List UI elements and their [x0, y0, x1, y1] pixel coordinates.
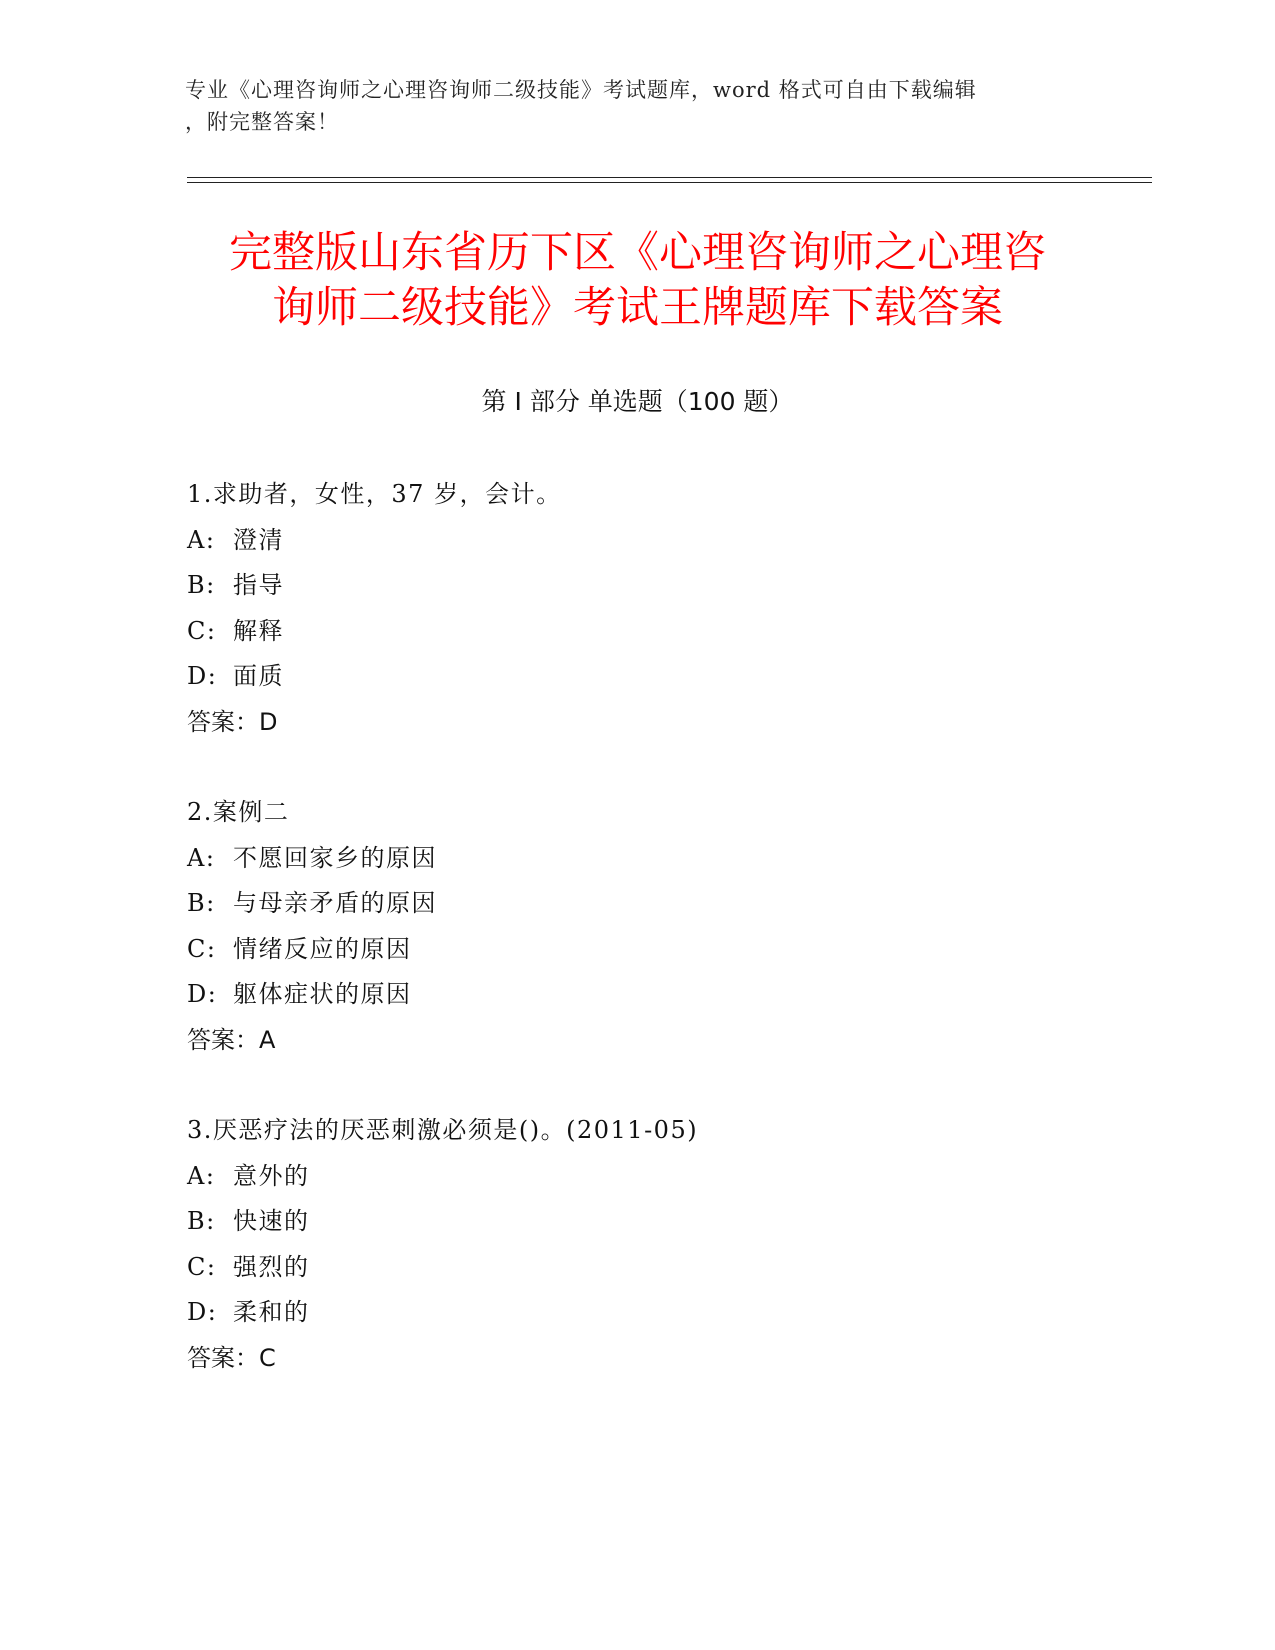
question-stem: 2.案例二	[187, 798, 290, 826]
header-divider-bottom	[187, 182, 1152, 183]
option-b	[187, 563, 1087, 609]
option-key: D:	[187, 662, 218, 690]
option-d	[187, 654, 1087, 700]
question-stem: 3.厌恶疗法的厌恶刺激必须是()。(2011-05)	[187, 1116, 699, 1144]
question-2	[187, 790, 1087, 1063]
answer-line: 答案：D	[187, 707, 278, 736]
option-key: A:	[187, 1161, 216, 1190]
option-key: C:	[187, 616, 217, 645]
header-note-line-1: 专业《心理咨询师之心理咨询师二级技能》考试题库，word 格式可自由下载编辑	[185, 78, 977, 102]
document-title-line-1: 完整版山东省历下区《心理咨询师之心理咨	[229, 228, 1046, 278]
option-key: D:	[187, 980, 218, 1008]
option-text: 柔和的	[233, 1298, 310, 1326]
option-text: 澄清	[233, 525, 284, 554]
document-title	[170, 226, 1105, 336]
header-divider-top	[187, 177, 1152, 178]
section-heading: 第 I 部分 单选题（100 题）	[481, 387, 794, 416]
option-text: 解释	[233, 616, 284, 645]
option-b	[187, 881, 1087, 927]
option-key: B:	[187, 889, 216, 917]
option-a	[187, 518, 1087, 564]
option-key: C:	[187, 934, 217, 963]
option-a	[187, 1154, 1087, 1200]
option-b	[187, 1199, 1087, 1245]
question-stem: 1.求助者，女性，37 岁，会计。	[187, 480, 562, 508]
option-key: B:	[187, 1207, 216, 1235]
option-text: 与母亲矛盾的原因	[233, 889, 437, 917]
option-c	[187, 1245, 1087, 1291]
document-title-line-2: 询师二级技能》考试王牌题库下载答案	[272, 283, 1003, 333]
option-text: 面质	[233, 662, 284, 690]
option-text: 情绪反应的原因	[233, 934, 412, 963]
option-key: A:	[187, 843, 216, 872]
option-text: 强烈的	[233, 1252, 310, 1281]
option-d	[187, 1290, 1087, 1336]
option-text: 不愿回家乡的原因	[233, 843, 437, 872]
option-c	[187, 609, 1087, 655]
answer-line: 答案：C	[187, 1343, 276, 1372]
question-1	[187, 472, 1087, 745]
option-d	[187, 972, 1087, 1018]
option-a	[187, 836, 1087, 882]
option-text: 意外的	[233, 1161, 310, 1190]
header-note-line-2: ，附完整答案！	[185, 110, 339, 134]
option-key: C:	[187, 1252, 217, 1281]
answer-line: 答案：A	[187, 1025, 276, 1054]
option-c	[187, 927, 1087, 973]
header-note	[185, 74, 1065, 138]
option-key: B:	[187, 571, 216, 599]
option-text: 指导	[233, 571, 284, 599]
option-text: 躯体症状的原因	[233, 980, 412, 1008]
option-key: D:	[187, 1298, 218, 1326]
question-3	[187, 1108, 1087, 1381]
option-key: A:	[187, 525, 216, 554]
option-text: 快速的	[233, 1207, 310, 1235]
